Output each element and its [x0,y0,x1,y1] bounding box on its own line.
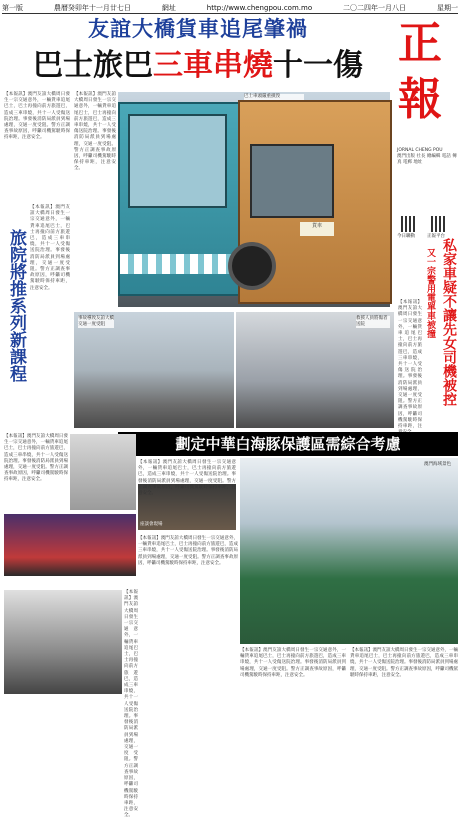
bus-photo-caption: 巴士車頭嚴重損毀 [244,94,304,100]
newspaper-logo: 正報 [398,18,442,125]
masthead-contact: 澳門出版 社長 總編輯 電話 傳真 電郵 地址 [397,154,457,165]
bus-window-shape [128,114,227,208]
headline-line2 [4,46,392,86]
headline-part-a: 巴士旅巴 [33,48,153,83]
meeting-photo-caption: 座談會現場 [140,522,163,527]
truck-label: 貨車 [300,222,334,236]
aerial-photo [240,458,458,644]
issue-date: 二〇二四年一月八日 [343,3,407,12]
dolphin-article-col1: 【本報訊】澳門友誼大橋周日發生一宗交通意外，一輛貨車追尾巴士，巴士再撞向前方旅遊巴，造成三車串燒，共十一人受傷送院治理。事發後消防局派員到場處理，交通一度受阻。警方正調查事故原因，呼籲司機駕駛時保持車距，注意安全。 [138,536,238,566]
headline-line1: 友誼大橋貨車追尾肇禍 [88,17,308,41]
qr-label-2: 正報平台 [427,234,445,239]
service-counter-photo [4,590,122,694]
article-body-col1: 【本報訊】澳門友誼大橋周日發生一宗交通意外，一輛貨車追尾巴士，巴士再撞向前方旅遊巴，造成三車串燒，共十一人受傷送院治理。事發後消防局派員到場處理，交通一度受阻。警方正調查事故原因，呼籲司機駕駛時保持車距，注意安全。 [4,92,70,141]
section-banner: 劃定中華白海豚保護區需綜合考慮 [118,432,458,456]
article-body-col3: 【本報訊】澳門友誼大橋周日發生一宗交通意外，一輛貨車追尾巴士，巴士再撞向前方旅遊巴，造成三車串燒，共十一人受傷送院治理。事發後消防局派員到場處理，交通一度受阻。警方正調查事故原因，呼籲司機駕駛時保持車距，注意安全。 [30,205,70,291]
website-label: 網址 [161,3,176,12]
left-caption-body: 【本報訊】澳門友誼大橋周日發生一宗交通意外，一輛貨車追尾巴士，巴士再撞向前方旅遊巴，造成三車串燒，共十一人受傷送院治理。事發後消防局派員到場處理，交通一度受阻。警方正調查事故原因，呼籲司機駕駛時保持車距，注意安全。 [124,590,138,819]
qr-label-1: 今日聯動 [397,234,415,239]
masthead [395,16,458,246]
website-link[interactable]: http://www.chengpou.com.mo [206,3,313,12]
side-story-subtitle: 又一宗警用電單車被撞 [425,248,435,338]
accident-photo [118,92,390,307]
meeting-caption-text: 【本報訊】澳門友誼大橋周日發生一宗交通意外，一輛貨車追尾巴士，巴士再撞向前方旅遊巴，造成三車串燒，共十一人受傷送院治理。事發後消防局派員到場處理，交通一度受阻。警方正調查事故原因，呼籲司機駕駛時保持車距，注意安全。 [138,460,236,497]
wheel-shape [228,242,276,290]
article-body-col2: 【本報訊】澳門友誼大橋周日發生一宗交通意外，一輛貨車追尾巴士，巴士再撞向前方旅遊巴，造成三車串燒，共十一人受傷送院治理。事發後消防局派員到場處理，交通一度受阻。警方正調查事故原因，呼籲司機駕駛時保持車距，注意安全。 [74,92,116,172]
bus-stripe-shape [120,254,238,274]
truck-window-shape [250,144,334,218]
speaker-photo [70,434,136,510]
group-photo [4,514,136,576]
page-top-bar [2,2,458,14]
headline-part-b: 三車串燒 [153,48,273,83]
dolphin-article-col2: 【本報訊】澳門友誼大橋周日發生一宗交通意外，一輛貨車追尾巴士，巴士再撞向前方旅遊巴，造成三車串燒，共十一人受傷送院治理。事發後消防局派員到場處理，交通一度受阻。警方正調查事故原因，呼籲司機駕駛時保持車距，注意安全。 [240,648,346,678]
masthead-english: JORNAL CHENG POU [397,148,443,153]
lunar-date: 農曆癸卯年十一月廿七日 [53,3,131,12]
rescue-photo-caption: 救援人員將傷者送院 [356,316,390,328]
bridge-photo-caption: 事故導致友誼大橋交通一度受阻 [78,316,114,327]
headline-part-c: 十一傷 [273,48,363,83]
dolphin-article-col3: 【本報訊】澳門友誼大橋周日發生一宗交通意外，一輛貨車追尾巴士，巴士再撞向前方旅遊巴，造成三車串燒，共十一人受傷送院治理。事發後消防局派員到場處理，交通一度受阻。警方正調查事故原因，呼籲司機駕駛時保持車距，注意安全。 [350,648,458,678]
masthead-side-text [448,18,458,138]
bridge-photo [74,312,234,428]
left-article-body: 【本報訊】澳門友誼大橋周日發生一宗交通意外，一輛貨車追尾巴士，巴士再撞向前方旅遊巴，造成三車串燒，共十一人受傷送院治理。事發後消防局派員到場處理，交通一度受阻。警方正調查事故原因，呼籲司機駕駛時保持車距，注意安全。 [4,434,68,483]
side-story-title: 私家車疑不讓先女司機被控 [441,238,457,406]
weekday: 星期一 [436,3,458,12]
aerial-photo-caption: 澳門海域景色 [424,462,451,467]
qr-code-icon[interactable] [401,216,417,232]
bus-shape [118,102,240,296]
qr-code-icon[interactable] [431,216,447,232]
side-story-body: 【本報訊】澳門友誼大橋周日發生一宗交通意外，一輛貨車追尾巴士，巴士再撞向前方旅遊巴，造成三車串燒，共十一人受傷送院治理。事發後消防局派員到場處理，交通一度受阻。警方正調查事故原因，呼籲司機駕駛時保持車距，注 [398,300,422,430]
page-number: 第一版 [2,3,23,12]
vertical-headline: 旅院將推系列新課程 [6,228,26,382]
masthead-info [397,148,457,166]
rescue-photo [236,312,394,428]
